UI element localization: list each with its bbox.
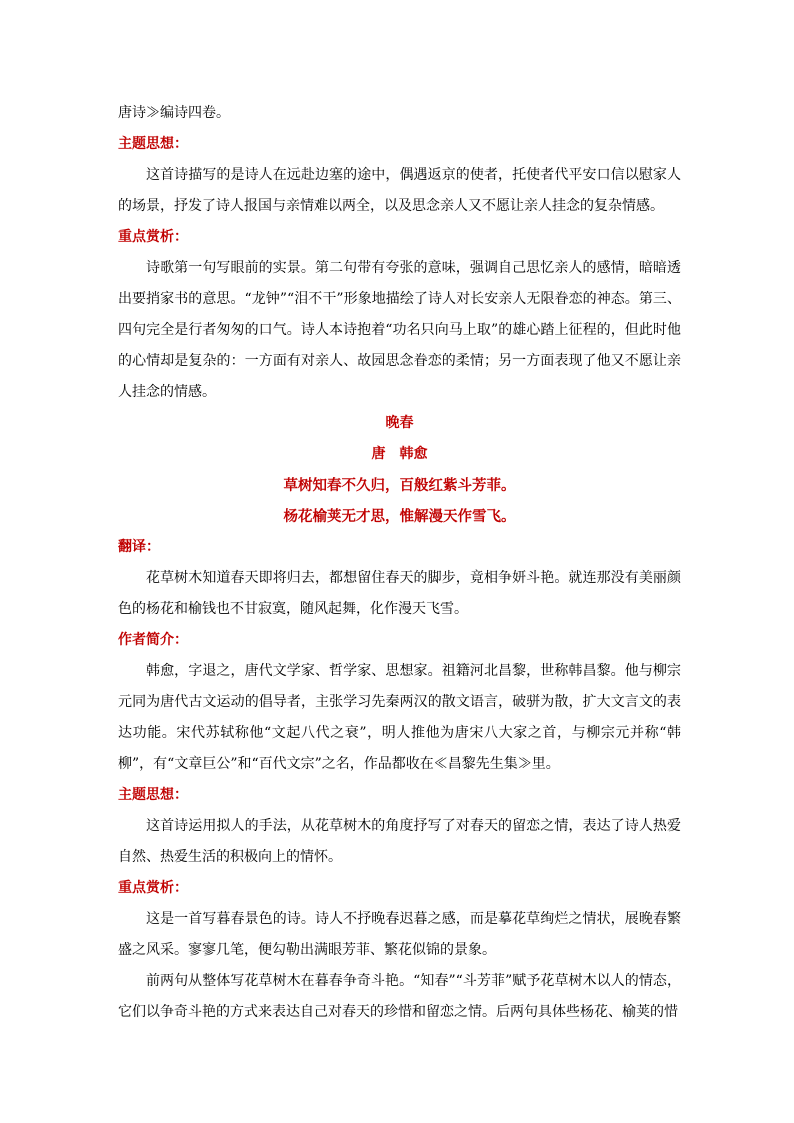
analysis-heading: 重点赏析： bbox=[118, 229, 188, 245]
document-page bbox=[118, 98, 681, 1028]
previous-text-tail: 唐诗≫编诗四卷。 bbox=[118, 105, 230, 121]
translation-heading: 翻译： bbox=[118, 539, 160, 555]
theme-paragraph-2: 这首诗运用拟人的手法，从花草树木的角度抒写了对春天的留恋之情，表达了诗人热爱自然、热爱生活的积极向上的情怀。 bbox=[118, 818, 681, 865]
theme-paragraph: 这首诗描写的是诗人在远赴边塞的途中，偶遇返京的使者，托使者代平安口信以慰家人的场景，抒发了诗人报国与亲情难以两全，以及思念亲人又不愿让亲人挂念的复杂情感。 bbox=[118, 167, 681, 214]
theme-heading-2: 主题思想： bbox=[118, 787, 188, 803]
analysis-paragraph-2b: 前两句从整体写花草树木在暮春争奇斗艳。“知春”“斗芳菲”赋予花草树木以人的情态，它们以争奇斗艳的方式来表达自己对春天的珍惜和留恋之情。后两句具体些杨花、榆荚的惜 bbox=[118, 973, 681, 1020]
poem-title: 晚春 bbox=[385, 415, 414, 431]
author-intro-paragraph: 韩愈，字退之，唐代文学家、哲学家、思想家。祖籍河北昌黎，世称韩昌黎。他与柳宗元同为唐代古文运动的倡导者，主张学习先秦两汉的散文语言，破骈为散，扩大文言文的表达功能。宋代苏轼称他“文起八代之衰”，明人推他为唐宋八大家之首，与柳宗元并称“韩柳”，有“文章巨公”和“百代文宗”之名，作品都收在≪昌黎先生集≫里。 bbox=[118, 663, 681, 772]
theme-heading: 主题思想： bbox=[118, 136, 188, 152]
analysis-paragraph: 诗歌第一句写眼前的实景。第二句带有夸张的意味，强调自己思忆亲人的感情，暗暗透出要捎家书的意思。“龙钟”“泪不干”形象地描绘了诗人对长安亲人无限眷恋的神态。第三、四句完全是行者匆匆的口气。诗人本诗抱着“功名只向马上取”的雄心踏上征程的，但此时他的心情却是复杂的：一方面有对亲人、故园思念眷恋的柔情；另一方面表现了他又不愿让亲人挂念的情感。 bbox=[118, 260, 681, 400]
poem-author: 唐 韩愈 bbox=[371, 446, 428, 462]
analysis-paragraph-2a: 这是一首写暮春景色的诗。诗人不抒晚春迟暮之感，而是摹花草绚烂之情状，展晚春繁盛之风采。寥寥几笔，便勾勒出满眼芳菲、繁花似锦的景象。 bbox=[118, 911, 681, 958]
author-intro-heading: 作者简介： bbox=[118, 632, 188, 648]
translation-paragraph: 花草树木知道春天即将归去，都想留住春天的脚步，竟相争妍斗艳。就连那没有美丽颜色的杨花和榆钱也不甘寂寞，随风起舞，化作漫天飞雪。 bbox=[118, 570, 681, 617]
analysis-heading-2: 重点赏析： bbox=[118, 880, 188, 896]
poem-line-2: 杨花榆荚无才思，惟解漫天作雪飞。 bbox=[283, 508, 516, 525]
poem-line-1: 草树知春不久归，百般红紫斗芳菲。 bbox=[283, 477, 516, 494]
